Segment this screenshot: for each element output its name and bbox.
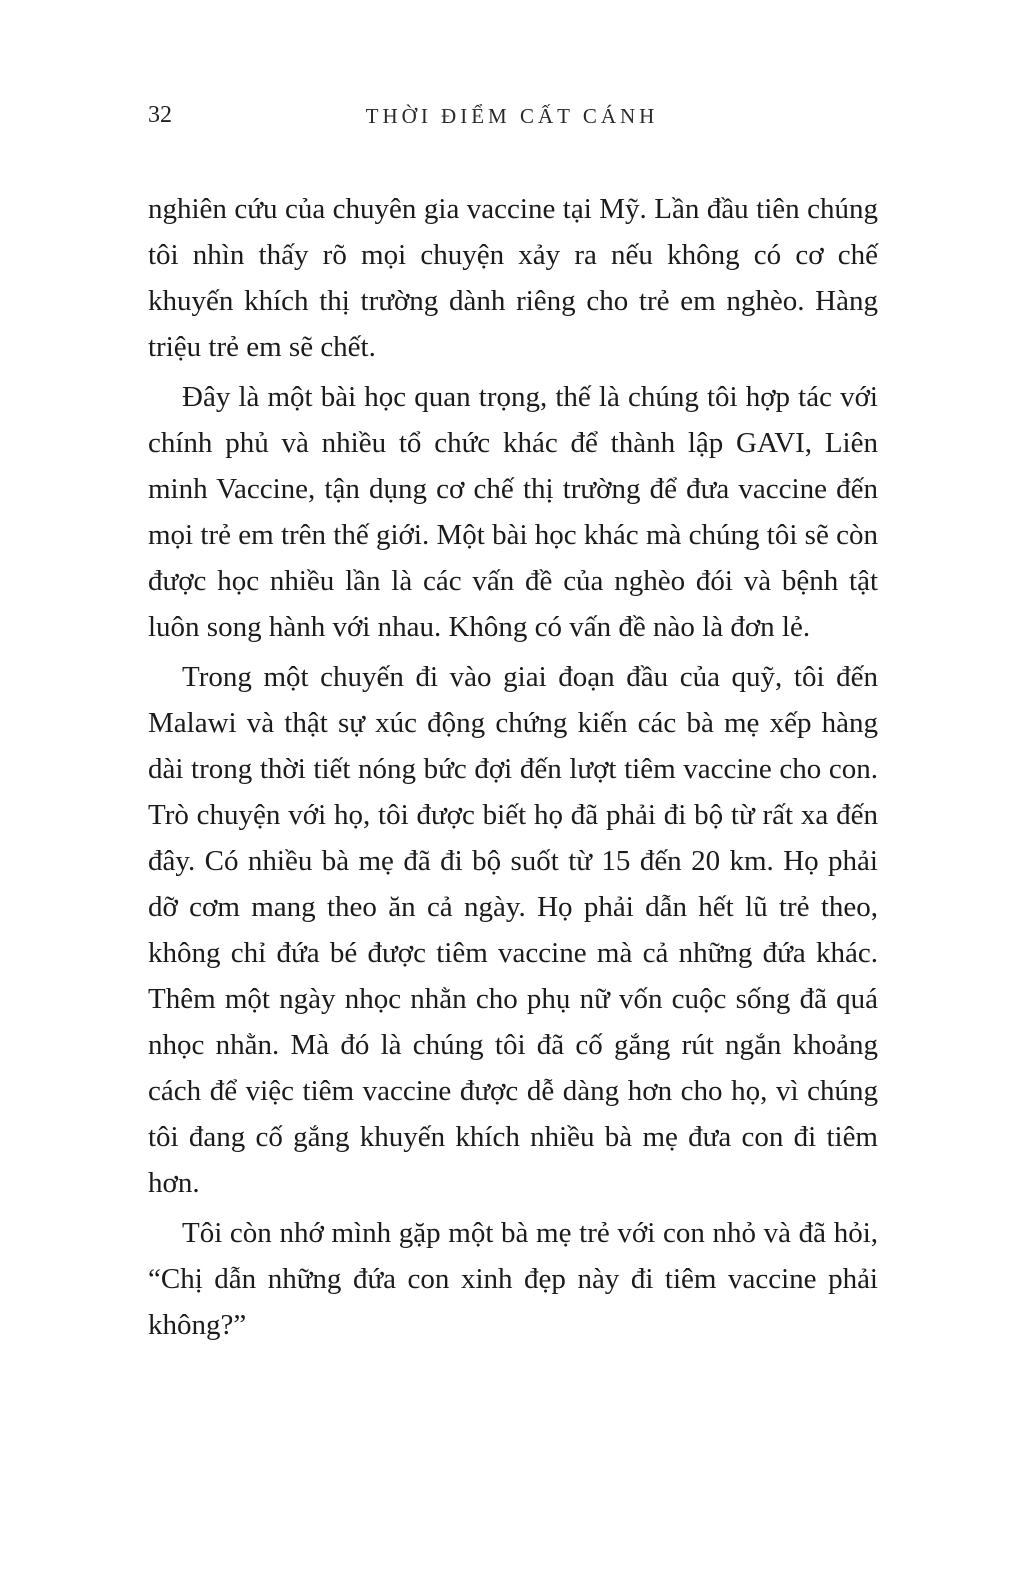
paragraph: nghiên cứu của chuyên gia vaccine tại Mỹ. Lần đầu tiên chúng tôi nhìn thấy rõ mọi chuyện xảy ra nếu không có cơ chế khuyến khích thị trường dành riêng cho trẻ em nghèo. Hàng triệu trẻ em sẽ chết. <box>148 193 878 363</box>
paragraph: Tôi còn nhớ mình gặp một bà mẹ trẻ với con nhỏ và đã hỏi, “Chị dẫn những đứa con xinh đẹp này đi tiêm vaccine phải không?” <box>148 1217 878 1341</box>
page-number: 32 <box>148 102 172 128</box>
running-header: THỜI ĐIỂM CẤT CÁNH <box>365 104 659 128</box>
paragraph: Đây là một bài học quan trọng, thế là chúng tôi hợp tác với chính phủ và nhiều tổ chức khác để thành lập GAVI, Liên minh Vaccine, tận dụng cơ chế thị trường để đưa vaccine đến mọi trẻ em trên thế giới. Một bài học khác mà chúng tôi sẽ còn được học nhiều lần là các vấn đề của nghèo đói và bệnh tật luôn song hành với nhau. Không có vấn đề nào là đơn lẻ. <box>148 381 878 643</box>
page-header <box>148 100 876 134</box>
paragraph: Trong một chuyến đi vào giai đoạn đầu của quỹ, tôi đến Malawi và thật sự xúc động chứng kiến các bà mẹ xếp hàng dài trong thời tiết nóng bức đợi đến lượt tiêm vaccine cho con. Trò chuyện với họ, tôi được biết họ đã phải đi bộ từ rất xa đến đây. Có nhiều bà mẹ đã đi bộ suốt từ 15 đến 20 km. Họ phải dỡ cơm mang theo ăn cả ngày. Họ phải dẫn hết lũ trẻ theo, không chỉ đứa bé được tiêm vaccine mà cả những đứa khác. Thêm một ngày nhọc nhằn cho phụ nữ vốn cuộc sống đã quá nhọc nhằn. Mà đó là chúng tôi đã cố gắng rút ngắn khoảng cách để việc tiêm vaccine được dễ dàng hơn cho họ, vì chúng tôi đang cố gắng khuyến khích nhiều bà mẹ đưa con đi tiêm hơn. <box>148 661 878 1199</box>
body-text <box>148 186 878 1348</box>
